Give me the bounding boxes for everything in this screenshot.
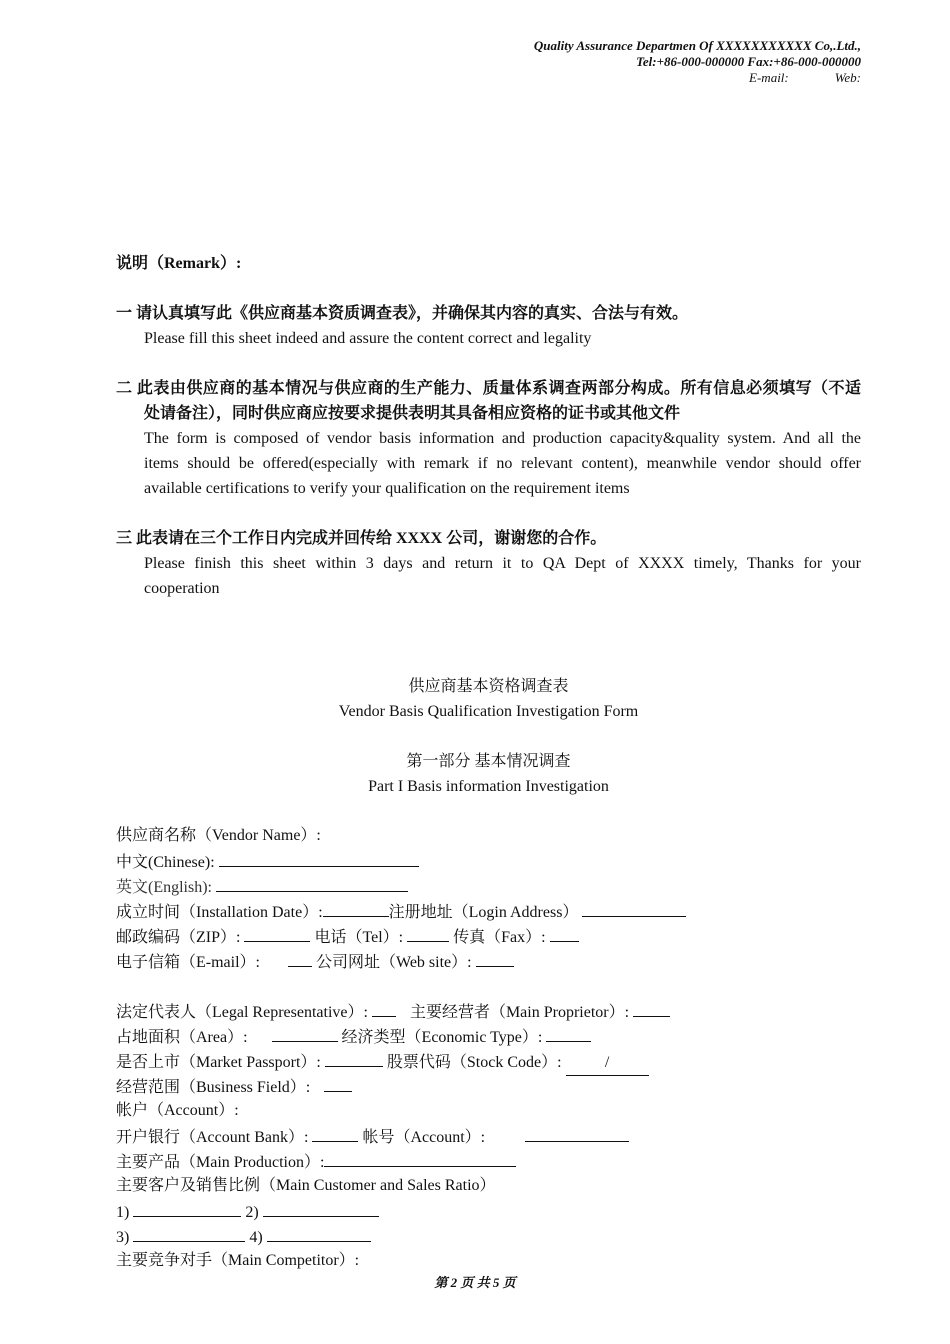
form-title-cn: 供应商基本资格调查表 — [408, 678, 569, 695]
business-field-label: 经营范围（Business Field）: — [116, 1079, 311, 1096]
remark-item-3-en-line2: cooperation — [144, 580, 220, 597]
website-field[interactable] — [476, 948, 514, 967]
main-customer-label: 主要客户及销售比例（Main Customer and Sales Ratio） — [116, 1177, 496, 1194]
main-production-field[interactable] — [324, 1148, 516, 1167]
remark-item-3-en-line1: Please finish this sheet within 3 days and return it to QA Dept of XXXX timely, Thanks for your — [144, 555, 861, 572]
page-number: 第 2 页 共 5 页 — [434, 1275, 516, 1290]
market-stock-row — [116, 1048, 861, 1073]
zip-field[interactable] — [244, 923, 310, 942]
letterhead — [534, 38, 861, 86]
basis-info-form — [116, 823, 861, 1273]
main-production-label: 主要产品（Main Production）: — [116, 1154, 325, 1171]
remark-item-2-en-line3: available certifications to verify your qualification on the requirement items — [144, 480, 630, 497]
email-field[interactable] — [288, 948, 312, 967]
fax-label: 传真（Fax）: — [453, 929, 546, 946]
account-bank-row — [116, 1123, 861, 1148]
part-title-en: Part I Basis information Investigation — [368, 778, 609, 795]
customer-4-field[interactable] — [267, 1223, 371, 1242]
customer-2-label: 2) — [245, 1204, 259, 1221]
form-title-en: Vendor Basis Qualification Investigation Form — [338, 703, 639, 720]
web-label: Web: — [834, 70, 861, 85]
part-title-cn: 第一部分 基本情况调查 — [406, 753, 571, 770]
main-proprietor-label: 主要经营者（Main Proprietor）: — [409, 1004, 630, 1021]
customer-1-field[interactable] — [133, 1198, 241, 1217]
account-no-label: 帐号（Account）: — [362, 1129, 486, 1146]
area-label: 占地面积（Area）: — [116, 1029, 248, 1046]
area-economic-row — [116, 1023, 861, 1048]
economic-type-field[interactable] — [546, 1023, 591, 1042]
account-header: 帐户（Account）: — [116, 1102, 239, 1119]
remark-item-3-cn: 三 此表请在三个工作日内完成并回传给 XXXX 公司，谢谢您的合作。 — [116, 530, 607, 547]
customer-2-field[interactable] — [263, 1198, 379, 1217]
account-bank-label: 开户银行（Account Bank）: — [116, 1129, 309, 1146]
customer-4-label: 4) — [249, 1229, 263, 1246]
tel-label: 电话（Tel）: — [314, 929, 404, 946]
phone-fax: Tel:+86-000-000000 Fax:+86-000-000000 — [636, 54, 861, 69]
stock-code-label: 股票代码（Stock Code）: — [386, 1054, 562, 1071]
customer-1-label: 1) — [116, 1204, 130, 1221]
english-name-field[interactable] — [216, 873, 408, 892]
english-name-label: 英文(English): — [116, 879, 212, 896]
economic-type-label: 经济类型（Economic Type）: — [341, 1029, 543, 1046]
fax-field[interactable] — [550, 923, 579, 942]
customer-row-2 — [116, 1223, 861, 1248]
remark-item-2-cn-line2: 处请备注），同时供应商应按要求提供表明其具备相应资格的证书或其他文件 — [144, 405, 681, 422]
installation-date-field[interactable] — [323, 898, 389, 917]
main-production-row — [116, 1148, 861, 1173]
installation-date-label: 成立时间（Installation Date）: — [116, 904, 323, 921]
main-proprietor-field[interactable] — [633, 998, 670, 1017]
zip-label: 邮政编码（ZIP）: — [116, 929, 241, 946]
email-label-field: 电子信箱（E-mail）: — [116, 954, 260, 971]
email-label: E-mail: — [749, 70, 789, 85]
chinese-name-label: 中文(Chinese): — [116, 854, 215, 871]
zip-tel-fax-row — [116, 923, 861, 948]
legal-rep-field[interactable] — [372, 998, 396, 1017]
customer-3-label: 3) — [116, 1229, 130, 1246]
market-passport-field[interactable] — [325, 1048, 383, 1067]
login-address-field[interactable] — [582, 898, 686, 917]
remark-item-1-cn: 一 请认真填写此《供应商基本资质调查表》，并确保其内容的真实、合法与有效。 — [116, 305, 689, 322]
website-label: 公司网址（Web site）: — [316, 954, 472, 971]
remark-title: 说明（Remark）: — [116, 255, 242, 272]
area-field[interactable] — [272, 1023, 338, 1042]
remark-item-2-en-line1: The form is composed of vendor basis information and production capacity&quality system. And all the — [144, 430, 861, 447]
chinese-name-row — [116, 848, 861, 873]
form-title-block — [116, 674, 861, 799]
company-name: Quality Assurance Departmen Of XXXXXXXXXXX Co,.Ltd., — [533, 38, 861, 53]
installation-row — [116, 898, 861, 923]
english-name-row — [116, 873, 861, 898]
main-competitor-label: 主要竞争对手（Main Competitor）: — [116, 1252, 360, 1269]
login-address-label: 注册地址（Login Address） — [388, 904, 579, 921]
account-no-field[interactable] — [525, 1123, 629, 1142]
remark-item-2-en-line2: items should be offered(especially with remark if no relevant content), meanwhile vendor should offer — [144, 455, 861, 472]
customer-3-field[interactable] — [133, 1223, 245, 1242]
remark-item-1-en: Please fill this sheet indeed and assure the content correct and legality — [144, 330, 592, 347]
account-bank-field[interactable] — [312, 1123, 358, 1142]
business-field-field[interactable] — [324, 1073, 352, 1092]
contact-line — [534, 70, 861, 86]
tel-field[interactable] — [407, 923, 449, 942]
remark-item-2-cn-line1: 二 此表由供应商的基本情况与供应商的生产能力、质量体系调查两部分构成。所有信息必须填写（不适 — [116, 380, 861, 397]
stock-code-field[interactable]: / — [566, 1050, 649, 1076]
legal-rep-row — [116, 998, 861, 1023]
legal-rep-label: 法定代表人（Legal Representative）: — [116, 1004, 368, 1021]
business-field-row — [116, 1073, 861, 1098]
market-passport-label: 是否上市（Market Passport）: — [116, 1054, 321, 1071]
vendor-name-label: 供应商名称（Vendor Name）: — [116, 827, 321, 844]
remark-section — [116, 251, 861, 601]
chinese-name-field[interactable] — [219, 848, 419, 867]
customer-row-1 — [116, 1198, 861, 1223]
email-web-row — [116, 948, 861, 973]
